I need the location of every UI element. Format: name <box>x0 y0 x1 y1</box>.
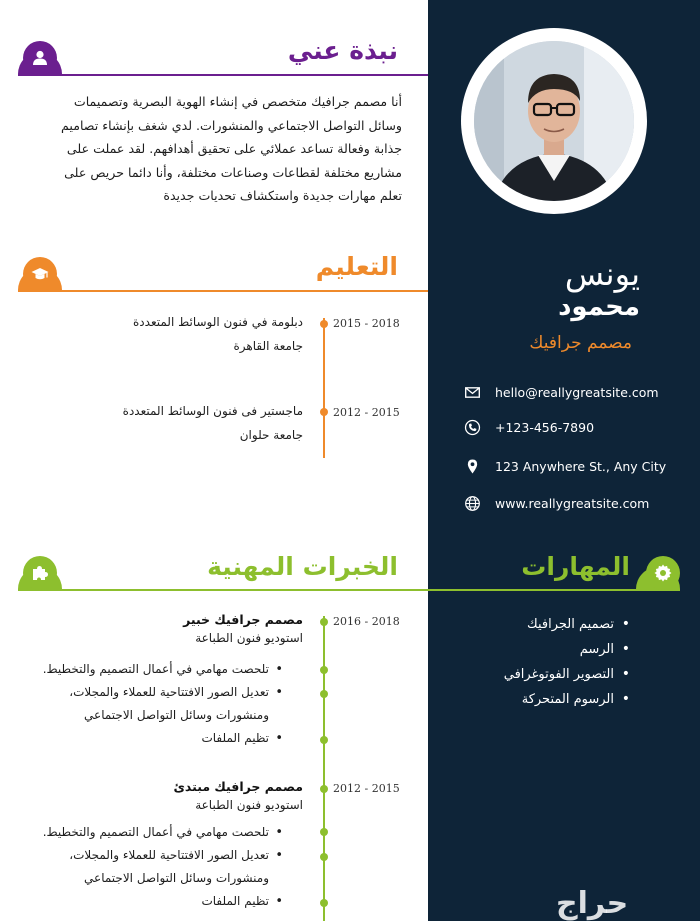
experience-timeline-dot <box>320 666 328 674</box>
skills-title: المهارات <box>521 552 630 581</box>
location-pin-icon <box>464 458 481 475</box>
watermark-logo: حراج <box>556 886 629 921</box>
puzzle-icon <box>23 556 57 590</box>
experience-timeline-dot <box>320 690 328 698</box>
duty-item: • تظيم الملفات <box>43 727 283 750</box>
skills-list <box>440 612 630 712</box>
profile-photo <box>474 41 634 201</box>
experience-company: استوديو فنون الطباعة <box>195 631 303 645</box>
contact-address-text: 123 Anywhere St., Any City <box>495 458 667 474</box>
education-timeline-dot <box>320 320 328 328</box>
experience-header-line <box>18 589 428 591</box>
about-line: تعلم مهارات جديدة واستكشاف تحديات جديدة <box>163 188 402 203</box>
job-title: مصمم جرافيك <box>529 333 632 353</box>
experience-timeline-dot <box>320 618 328 626</box>
experience-duties <box>43 658 283 750</box>
education-title: التعليم <box>315 252 398 281</box>
experience-dates: 2016 - 2018 <box>333 615 400 628</box>
duty-item: • تظيم الملفات <box>43 890 283 913</box>
experience-timeline-line <box>323 616 325 921</box>
education-header-line <box>18 290 428 292</box>
experience-timeline-dot <box>320 853 328 861</box>
experience-timeline-dot <box>320 736 328 744</box>
contact-website <box>464 492 649 514</box>
skill-item: • الرسوم المتحركة <box>440 687 630 712</box>
education-timeline-dot <box>320 408 328 416</box>
duty-item: • تلحصت مهامي في أعمال التصميم والتخطيط. <box>43 658 283 681</box>
experience-title: الخبرات المهنية <box>207 552 398 581</box>
about-line: أنا مصمم جرافيك متخصص في إنشاء الهوية البصرية وتصميمات <box>73 94 402 109</box>
experience-dates: 2012 - 2015 <box>333 782 400 795</box>
duty-item-continued: ومنشورات وسائل التواصل الاجتماعي <box>84 708 269 722</box>
contact-phone-text: +123-456-7890 <box>495 419 595 435</box>
gear-icon <box>646 556 680 590</box>
graduation-cap-icon <box>23 257 57 291</box>
about-header-line <box>18 74 428 76</box>
experience-timeline-dot <box>320 899 328 907</box>
contact-phone <box>464 416 594 438</box>
first-name: يونس <box>564 255 640 293</box>
education-school: جامعة حلوان <box>239 428 303 442</box>
education-school: جامعة القاهرة <box>233 339 303 353</box>
contact-email-text: hello@reallygreatsite.com <box>495 384 659 400</box>
phone-icon <box>464 419 481 436</box>
experience-timeline-dot <box>320 785 328 793</box>
education-degree: دبلومة في فنون الوسائط المتعددة <box>133 315 303 329</box>
about-line: جذابة وفعالة تساعد عملائي على تحقيق أهدافهم. لقد عملت على <box>66 141 402 156</box>
experience-role: مصمم جرافيك خبير <box>183 612 303 627</box>
duty-item-continued: ومنشورات وسائل التواصل الاجتماعي <box>84 871 269 885</box>
skill-item: • الرسم <box>440 637 630 662</box>
last-name: محمود <box>558 292 640 322</box>
profile-photo-frame <box>461 28 653 216</box>
experience-role: مصمم جرافيك مبتدئ <box>173 779 303 794</box>
education-dates: 2015 - 2018 <box>333 317 400 330</box>
user-icon <box>23 41 57 75</box>
globe-icon <box>464 495 481 512</box>
skill-item: • تصميم الجرافيك <box>440 612 630 637</box>
about-title: نبذة عني <box>287 36 398 65</box>
duty-item: • تعديل الصور الافتتاحية للعملاء والمجلات، <box>43 681 283 704</box>
duty-item: • تلحصت مهامي في أعمال التصميم والتخطيط. <box>43 821 283 844</box>
email-icon <box>464 384 481 401</box>
education-timeline-line <box>323 318 325 458</box>
about-line: مشاريع مختلفة لقطاعات وصناعات مختلفة، وأنا دائما حريص على <box>64 164 402 180</box>
experience-timeline-dot <box>320 828 328 836</box>
experience-duties <box>43 821 283 913</box>
skill-item: • التصوير الفوتوغرافي <box>440 662 630 687</box>
education-degree: ماجستير فى فنون الوسائط المتعددة <box>122 404 303 418</box>
contact-website-text: www.reallygreatsite.com <box>495 495 650 511</box>
experience-company: استوديو فنون الطباعة <box>195 798 303 812</box>
duty-item: • تعديل الصور الافتتاحية للعملاء والمجلات، <box>43 844 283 867</box>
about-line: وسائل التواصل الاجتماعي والمنشورات. لدي شغف بإنشاء تصاميم <box>61 117 402 133</box>
about-paragraph <box>40 90 402 208</box>
skills-header-line <box>428 589 680 591</box>
contact-address <box>464 455 666 477</box>
contact-email <box>464 381 659 403</box>
education-dates: 2012 - 2015 <box>333 406 400 419</box>
